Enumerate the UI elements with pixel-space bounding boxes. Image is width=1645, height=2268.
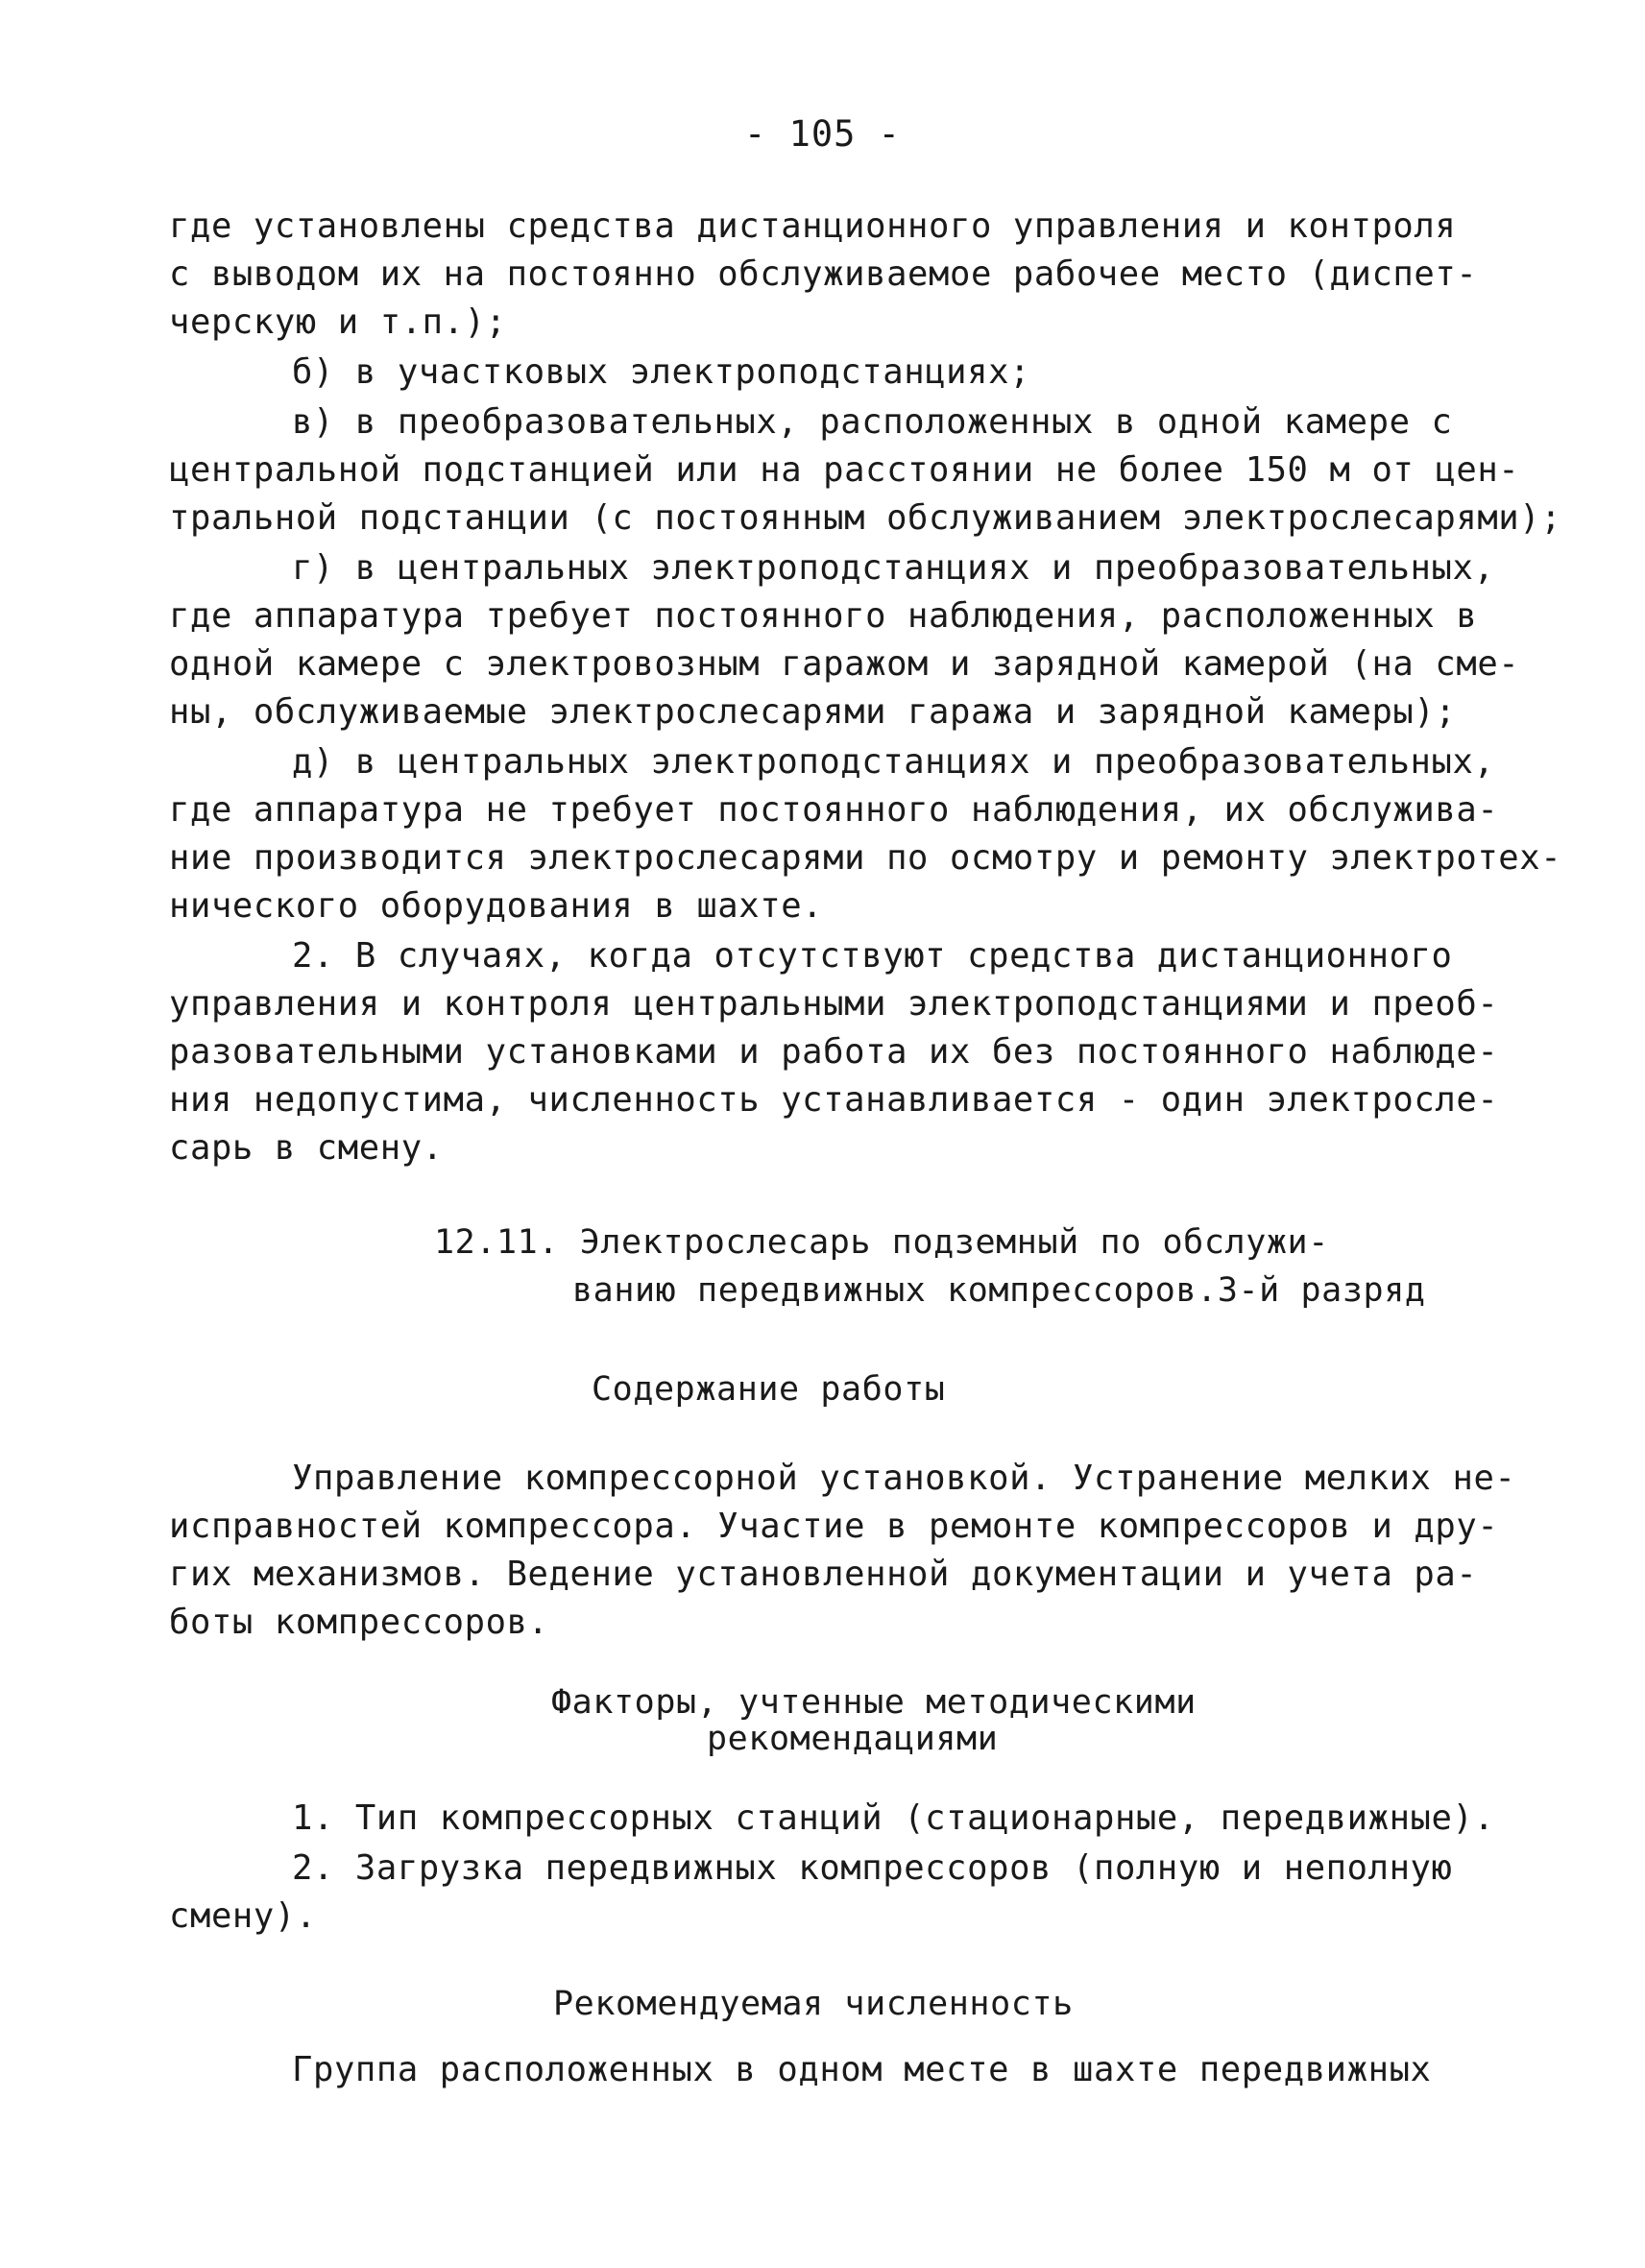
text-line: г) в центральных электроподстанциях и преобразовательных, xyxy=(292,548,1495,588)
subheading-line: рекомендациями xyxy=(707,1720,999,1758)
text-line: ние производится электрослесарями по осмотру и ремонту электротех- xyxy=(169,838,1562,878)
text-line: 1. Тип компрессорных станций (стационарные, передвижные). xyxy=(292,1798,1495,1838)
text-line: черскую и т.п.); xyxy=(169,302,507,342)
text-line: нического оборудования в шахте. xyxy=(169,886,824,926)
text-line: смену). xyxy=(169,1896,317,1936)
text-line: где аппаратура не требует постоянного наблюдения, их обслужива- xyxy=(169,790,1499,830)
page-number: - 105 - xyxy=(744,113,901,155)
text-line: Группа расположенных в одном месте в шахте передвижных xyxy=(292,2050,1432,2089)
text-line: в) в преобразовательных, расположенных в одной камере с xyxy=(292,402,1453,442)
text-line: боты компрессоров. xyxy=(169,1603,549,1642)
subheading-line: Рекомендуемая численность xyxy=(553,1985,1074,2023)
text-line: где аппаратура требует постоянного наблюдения, расположенных в xyxy=(169,596,1478,636)
text-line: разовательными установками и работа их без постоянного наблюде- xyxy=(169,1032,1499,1072)
text-line: исправностей компрессора. Участие в ремонте компрессоров и дру- xyxy=(169,1507,1499,1546)
text-line: ны, обслуживаемые электрослесарями гаража и зарядной камеры); xyxy=(169,692,1457,732)
text-line: управления и контроля центральными электроподстанциями и преоб- xyxy=(169,984,1499,1024)
text-line: ния недопустима, численность устанавливается - один электросле- xyxy=(169,1080,1499,1120)
subheading-line: Содержание работы xyxy=(592,1370,946,1409)
text-line: с выводом их на постоянно обслуживаемое рабочее место (диспет- xyxy=(169,254,1478,294)
text-line: б) в участковых электроподстанциях; xyxy=(292,352,1031,392)
subheading-line: Факторы, учтенные методическими xyxy=(551,1683,1197,1722)
text-line: тральной подстанции (с постоянным обслуживанием электрослесарями); xyxy=(169,498,1562,538)
text-line: одной камере с электровозным гаражом и зарядной камерой (на сме- xyxy=(169,644,1520,684)
text-line: сарь в смену. xyxy=(169,1128,444,1168)
section-title-line: 12.11. Электрослесарь подземный по обслужи- xyxy=(434,1223,1329,1262)
text-line: где установлены средства дистанционного управления и контроля xyxy=(169,206,1457,246)
text-line: гих механизмов. Ведение установленной документации и учета ра- xyxy=(169,1555,1478,1594)
text-line: 2. В случаях, когда отсутствуют средства дистанционного xyxy=(292,936,1453,976)
section-title-line: ванию передвижных компрессоров.3-й разряд xyxy=(572,1271,1426,1310)
text-line: д) в центральных электроподстанциях и преобразовательных, xyxy=(292,742,1495,782)
text-line: центральной подстанцией или на расстоянии не более 150 м от цен- xyxy=(169,450,1520,490)
text-line: Управление компрессорной установкой. Устранение мелких не- xyxy=(292,1459,1516,1498)
text-line: 2. Загрузка передвижных компрессоров (полную и неполную xyxy=(292,1848,1453,1888)
